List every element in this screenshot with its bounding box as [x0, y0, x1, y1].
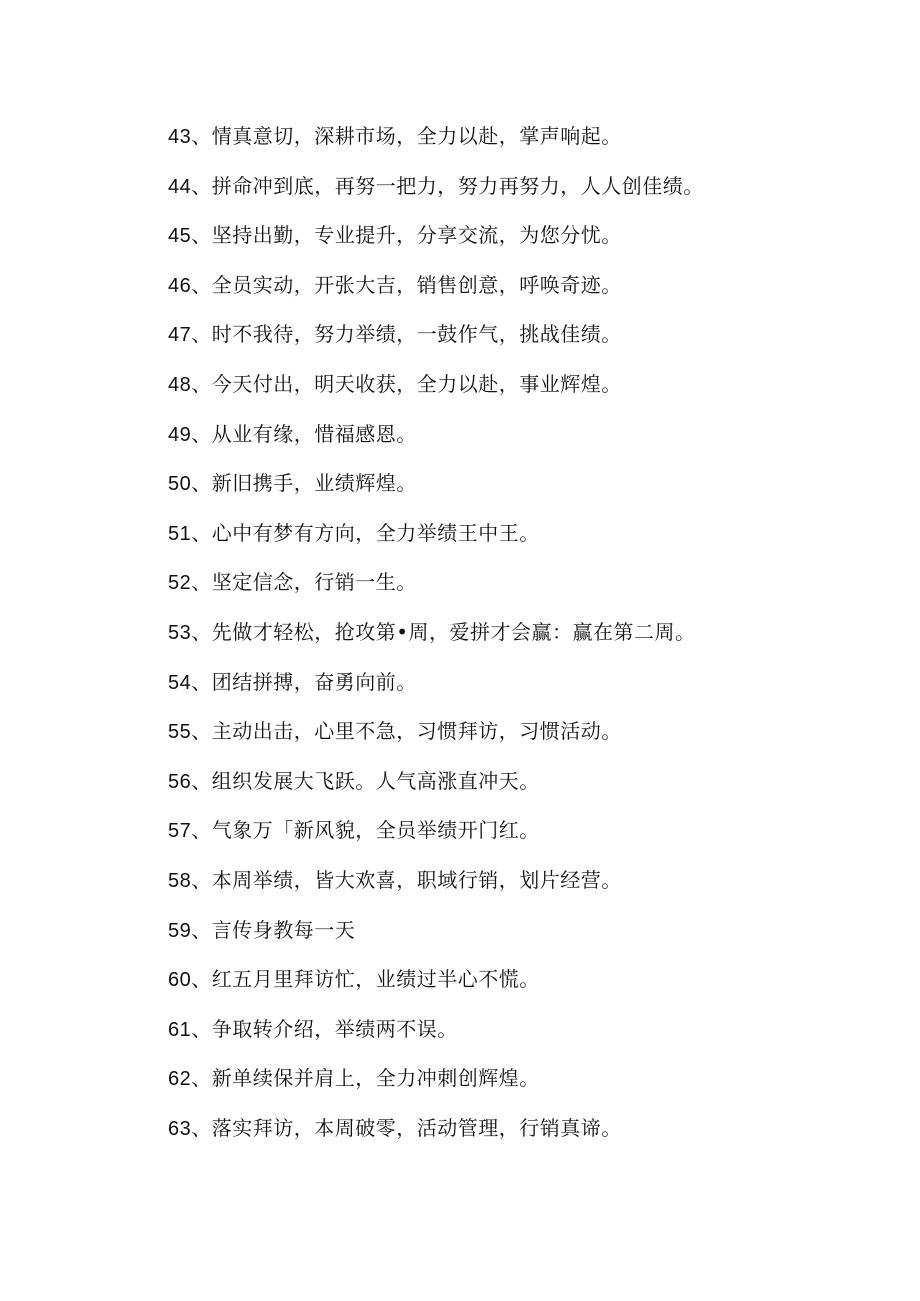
slogan-list — [168, 118, 704, 1159]
item-number: 51 — [168, 522, 192, 545]
item-number: 49 — [168, 423, 192, 446]
item-text: 、先做才轻松，抢攻第•周，爱拼才会赢：赢在第二周。 — [191, 619, 696, 644]
item-text: 、坚持出勤，专业提升，分享交流，为您分忧。 — [191, 223, 622, 248]
list-item — [168, 1110, 704, 1160]
item-number: 58 — [168, 869, 192, 892]
list-item — [168, 912, 704, 962]
list-item — [168, 217, 704, 267]
list-item — [168, 465, 704, 515]
item-number: 55 — [168, 721, 192, 744]
item-text: 、本周举绩，皆大欢喜，职域行销，划片经营。 — [191, 867, 622, 892]
item-text: 、争取转介绍，举绩两不误。 — [191, 1016, 458, 1041]
item-text: 、落实拜访，本周破零，活动管理，行销真谛。 — [191, 1115, 622, 1140]
item-number: 62 — [168, 1068, 192, 1091]
list-item — [168, 267, 704, 317]
item-number: 57 — [168, 820, 192, 843]
item-number: 44 — [168, 175, 192, 198]
item-text: 、气象万「新风貌，全员举绩开门红。 — [191, 818, 540, 843]
item-text: 、组织发展大飞跃。人气高涨直冲天。 — [191, 768, 540, 793]
item-number: 54 — [168, 671, 192, 694]
list-item — [168, 416, 704, 466]
list-item — [168, 168, 704, 218]
item-number: 50 — [168, 473, 192, 496]
list-item — [168, 366, 704, 416]
item-text: 、坚定信念，行销一生。 — [191, 570, 417, 595]
item-text: 、新旧携手，业绩辉煌。 — [191, 471, 417, 496]
list-item — [168, 1011, 704, 1061]
item-number: 61 — [168, 1018, 192, 1041]
item-text: 、拼命冲到底，再努一把力，努力再努力，人人创佳绩。 — [191, 173, 704, 198]
item-number: 52 — [168, 572, 192, 595]
item-number: 47 — [168, 324, 192, 347]
list-item — [168, 316, 704, 366]
item-number: 56 — [168, 770, 192, 793]
list-item — [168, 812, 704, 862]
item-number: 46 — [168, 274, 192, 297]
list-item — [168, 118, 704, 168]
item-text: 、情真意切，深耕市场，全力以赴，掌声响起。 — [191, 124, 622, 148]
item-text: 、心中有梦有方向，全力举绩王中王。 — [191, 520, 540, 545]
item-number: 48 — [168, 373, 192, 396]
list-item — [168, 713, 704, 763]
item-text: 、言传身教每一天 — [191, 917, 356, 942]
item-number: 45 — [168, 225, 192, 248]
list-item — [168, 862, 704, 912]
item-text: 、时不我待，努力举绩，一鼓作气，挑战佳绩。 — [191, 322, 622, 347]
item-text: 、主动出击，心里不急，习惯拜访，习惯活动。 — [191, 719, 622, 744]
list-item — [168, 614, 704, 664]
item-number: 53 — [168, 621, 192, 644]
item-text: 、团结拼搏，奋勇向前。 — [191, 669, 417, 694]
list-item — [168, 515, 704, 565]
list-item — [168, 1060, 704, 1110]
item-text: 、红五月里拜访忙，业绩过半心不慌。 — [191, 967, 540, 992]
list-item — [168, 961, 704, 1011]
list-item — [168, 664, 704, 714]
item-number: 63 — [168, 1117, 192, 1140]
item-number: 43 — [168, 126, 192, 148]
item-number: 60 — [168, 969, 192, 992]
list-item — [168, 763, 704, 813]
list-item — [168, 564, 704, 614]
item-text: 、新单续保并肩上，全力冲刺创辉煌。 — [191, 1066, 540, 1091]
item-text: 、今天付出，明天收获，全力以赴，事业辉煌。 — [191, 371, 622, 396]
item-text: 、从业有缘，惜福感恩。 — [191, 421, 417, 446]
item-number: 59 — [168, 919, 192, 942]
item-text: 、全员实动，开张大吉，销售创意，呼唤奇迹。 — [191, 272, 622, 297]
